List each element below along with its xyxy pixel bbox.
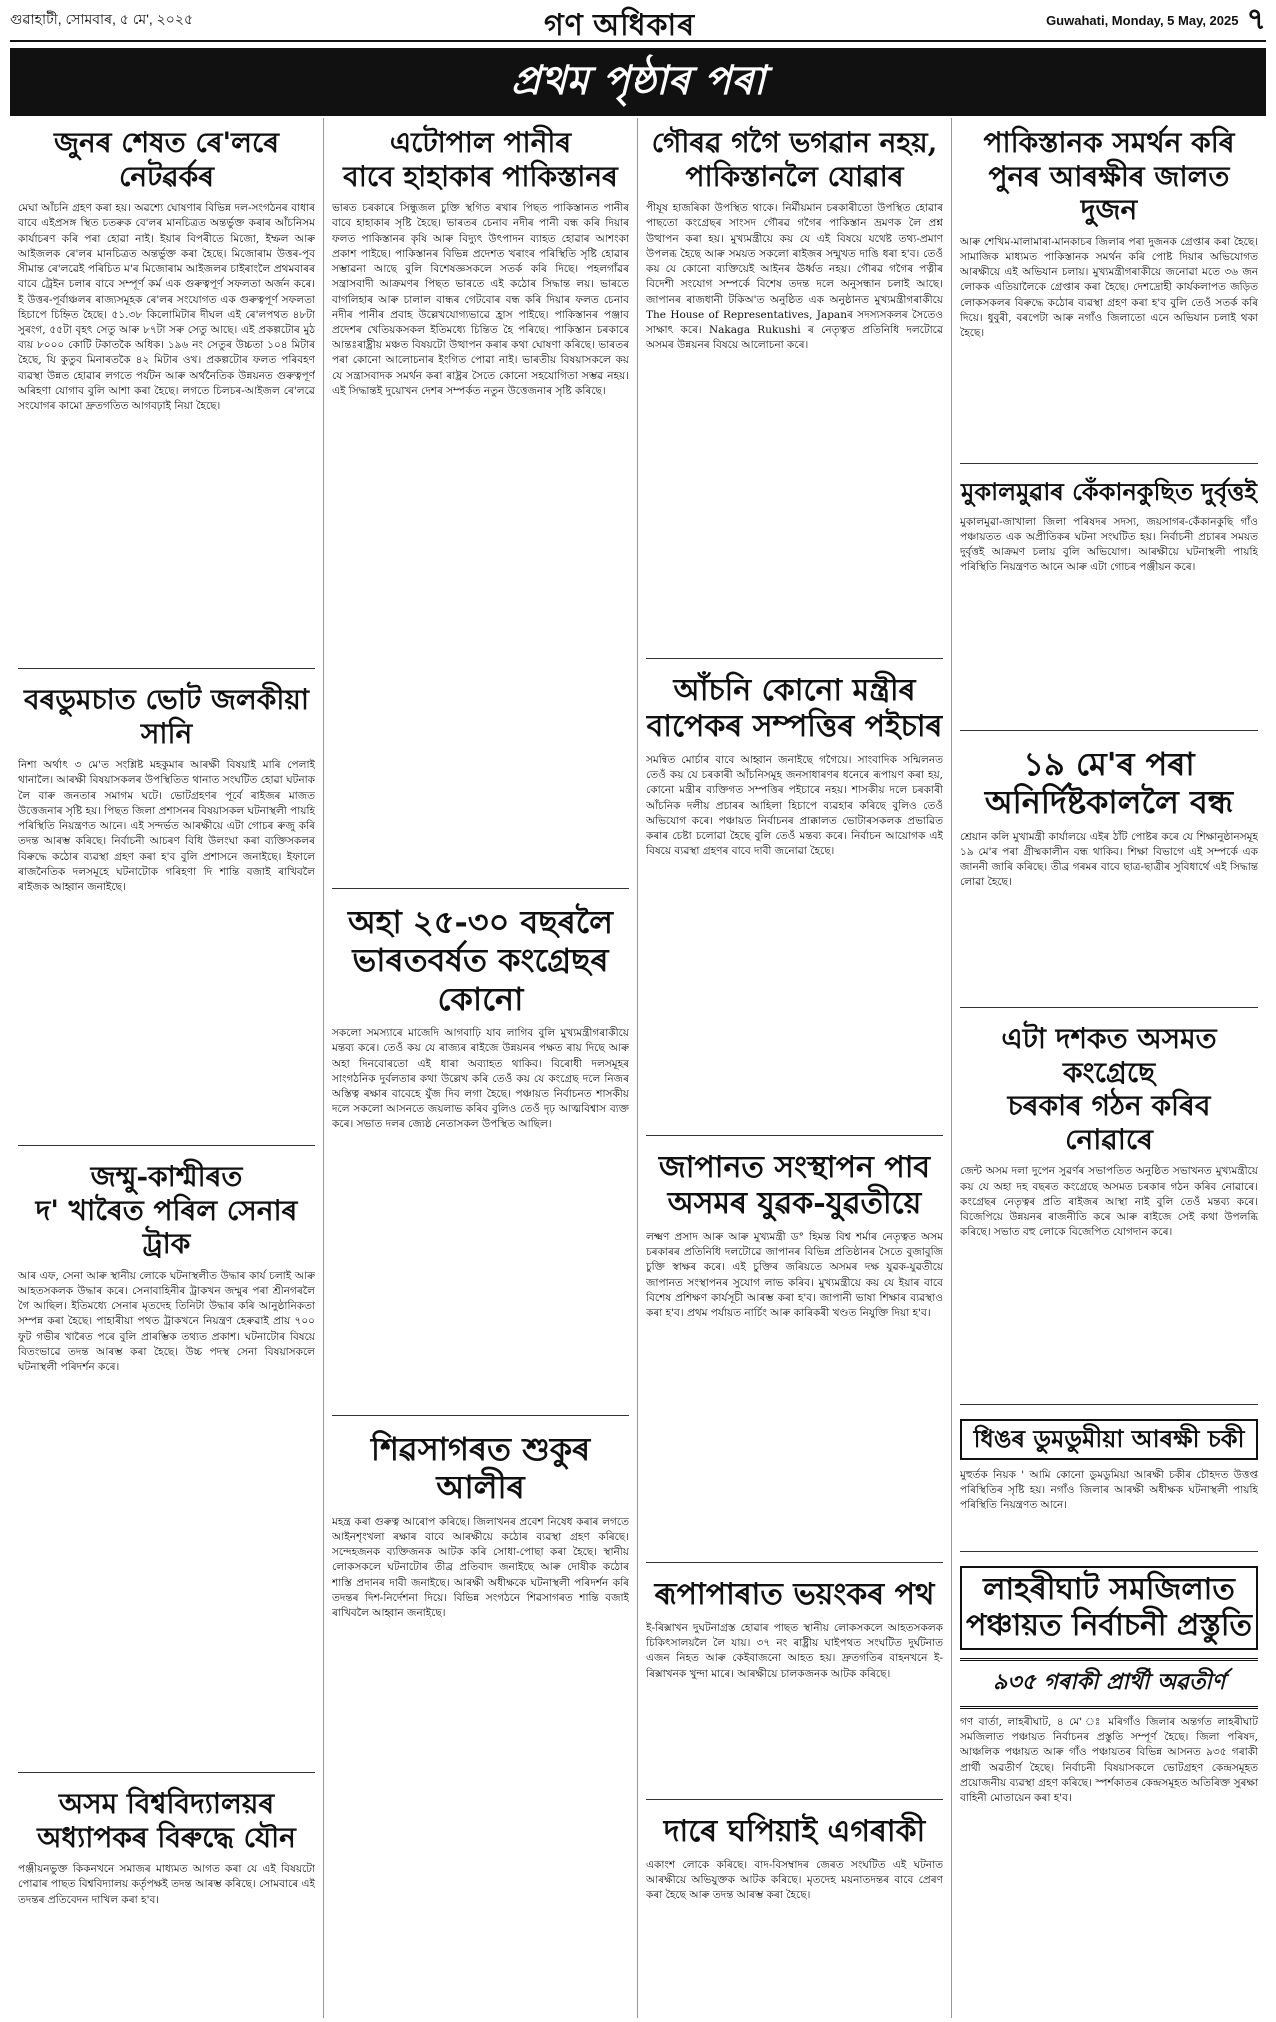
headline-line: অধ্যাপকৰ বিৰুদ্ধে যৌন [37, 1820, 296, 1854]
story-body: মেঘা আঁচনি গ্ৰহণ কৰা হয়। অৱশ্যে ঘোষণাৰ বিভিন্ন দল-সংগঠনৰ বাধাৰ বাবে এইপ্ৰসঙ্গ স্থিত চতৰুক বে'লৰ মানচিত্ৰত অন্তৰ্ভুক্ত কৰাৰ আঁচনিসম কাৰ্যাচৰণ কৰি পৰা হোৱা নাই। ইয়াৰ বিপৰীতে মিজো, ইম্ফল আৰু আইজলক ৰে'লৰ মানচিত্ৰত অন্তৰ্ভুক্ত কৰা হৈছে। মিজোৰাম উত্তৰ-পূব সীমান্ত ৰে'লৱেই পৰিচিত ম'ৰ মিজোৰাম আইজলৰ চাইৰাংলৈ প্ৰথমবাৰৰ বাবে ট্ৰেইন চলাৰ বাবে সম্পূৰ্ণ কৰ্ম এক গুৰুত্বপূৰ্ণ সফলতা অৰ্জন কৰে। ই উত্তৰ-পূৰ্বাঞ্চলৰ ৰাজ্যসমূহক ৰে'লৰ সংযোগত এক গুৰুত্বপূৰ্ণ সফলতা হিচাপে চিহ্নিত হৈছে। ৫১.৩৮ কিলোমিটাৰ দীঘল এই ৰে'লপথত ৪৮টা সুৰংগ, ৫৫টা বৃহৎ সেতু আৰু ৮৭টা সৰু সেতু আছে। এই প্ৰকল্পটোৰ মুঠ ব্যয় ৮০০০ কোটি টকাতকৈ অধিক। ১৯৬ নং সেতুৰ উচ্চতা ১০৪ মিটাৰ হৈছে, যি কুতুব মিনাৰতকৈ ৪২ মিটাৰ ওখ। প্ৰকল্পটোৰ ফলত পৰিবহণ ব্যৱস্থা উন্নত হোৱাৰ লগতে পৰ্যটন আৰু অৰ্থনৈতিক উন্নয়নত গুৰুত্বপূৰ্ণ অৰিহণা যোগাব বুলি আশা কৰা হৈছে। লগতে চিলচৰ-আইজল ৰে'লৱে সংযোগৰ কামো দ্ৰুতগতিত আগবঢ়াই নিয়া হৈছে। [18, 202, 315, 413]
headline-line: পুনৰ আৰক্ষীৰ জালত দুজন [988, 159, 1230, 227]
headline-line: ধিঙৰ ডুমডুমীয়া আৰক্ষী চকী [973, 1424, 1245, 1453]
story-body: সকলো সমস্যাৰে মাজেদি আগবাঢ়ি যাব লাগিব বুলি মুখ্যমন্ত্ৰীগৰাকীয়ে মন্তব্য কৰে। তেওঁ কয় যে ৰাজ্যৰ ৰাইজে উন্নয়নৰ পক্ষত ৰায় দিছে আৰু অহা দিনবোৰতো এই ধাৰা অব্যাহত থাকিব। বিৰোধী দলসমূহৰ সাংগঠনিক দুৰ্বলতাৰ কথা উল্লেখ কৰি তেওঁ কয় যে কংগ্ৰেছ দলে নিজৰ অস্তিত্ব ৰক্ষাৰ বাবেহে যুঁজ দিব লগা হৈছে। পঞ্চায়ত নিৰ্বাচনত শাসকীয় দলে সকলো আসনতে জয়লাভ কৰিব বুলিও তেওঁ দৃঢ় আত্মবিশ্বাস ব্যক্ত কৰে। সভাত দলৰ জ্যেষ্ঠ নেতাসকল উপস্থিত আছিল। [332, 1027, 629, 1131]
headline-line: চৰকাৰ গঠন কৰিব নোৱাৰে [1007, 1089, 1211, 1156]
story-body: আৰু শেখিম-মালামাৰা-মানকাচৰ জিলাৰ পৰা দুজনক গ্ৰেপ্তাৰ কৰা হৈছে। সামাজিক মাধ্যমত পাকিস্তানক সমৰ্থন কৰি পোষ্ট দিয়াৰ অভিযোগত আৰক্ষীয়ে এই অভিযান চলায়। মুখ্যমন্ত্ৰীগৰাকীয়ে জনোৱা মতে ৩৬ জন লোকক এতিয়ালৈকে গ্ৰেপ্তাৰ কৰা হৈছে। দেশদ্ৰোহী কাৰ্যকলাপত জড়িত লোকসকলৰ বিৰুদ্ধে কঠোৰ ব্যৱস্থা গ্ৰহণ কৰা হ'ব বুলি তেওঁ সতৰ্ক কৰি দিয়ে। ধুবুৰী, বৰপেটা আৰু নগাঁও জিলাতো এনে অভিযান চলাই থকা হৈছে। [960, 235, 1258, 340]
column-3 [638, 118, 952, 2018]
story-headline [960, 1419, 1258, 1460]
headline-line: দাৰে ঘপিয়াই এগৰাকী [663, 1814, 926, 1849]
headline-line: ৰূপাপাৰাত ভয়ংকৰ পথ [654, 1577, 935, 1612]
story-jk-army-truck [18, 1152, 315, 1773]
headline-line: এটা দশকত অসমত কংগ্ৰেছে [1001, 1022, 1217, 1089]
story-headline [646, 1577, 943, 1613]
story-pakistan-support-arrest [960, 118, 1258, 464]
story-body: জেন্ট অসম দলা দুপেন সুৱৰ্ণৰ সভাপতিত অনুষ্ঠিত সভাখনত মুখ্যমন্ত্ৰীয়ে কয় যে অহা দহ বছৰত কংগ্ৰেছে অসমত চৰকাৰ গঠন কৰিব নোৱাৰে। কংগ্ৰেছৰ নেতৃত্বৰ প্ৰতি ৰাইজৰ আস্থা নাই বুলি তেওঁ মন্তব্য কৰে। বিজেপিয়ে উন্নয়নৰ ৰাজনীতি কৰে আৰু ৰাইজে সেই কথা উপলব্ধি কৰিছে। সভাত বহু লোকে বিজেপিত যোগদান কৰে। [960, 1165, 1258, 1239]
headline-line: গৌৰৱ গগৈ ভগৱান নহয়, [651, 126, 938, 159]
headline-line: অনিৰ্দিষ্টকাললৈ বন্ধ [984, 783, 1234, 822]
headline-line: দ' খাৰৈত পৰিল সেনাৰ ট্ৰাক [35, 1193, 298, 1261]
story-headline [18, 126, 315, 193]
story-scheme-minister [646, 665, 943, 1136]
story-headline [960, 745, 1258, 822]
masthead [10, 0, 1266, 42]
headline-line: বাবে হাহাকাৰ পাকিস্তানৰ [343, 159, 618, 193]
column-1 [10, 118, 324, 2018]
headline-line: অসমৰ যুৱক-যুৱতীয়ে [667, 1186, 922, 1221]
story-body: মহন্ত্ৰ কৰা গুৰুত্ব আৰোপ কৰিছে। জিলাখনৰ প্ৰবেশ নিষেধ কৰাৰ লগতে আইনশৃংখলা ৰক্ষাৰ বাবে আৰক্ষীয়ে কঠোৰ ব্যৱস্থা গ্ৰহণ কৰিছে। সন্দেহজনক ব্যক্তিজনক আটক কৰি সোধা-পোছা কৰা হৈছে। স্থানীয় লোকসকলে ঘটনাটোৰ তীব্ৰ প্ৰতিবাদ জনাইছে আৰু দোষীক কঠোৰ শাস্তি প্ৰদানৰ দাবী জনাইছে। আৰক্ষী অধীক্ষকে ঘটনাস্থলী পৰিদৰ্শন কৰি তদন্তৰ দিশ-নিৰ্দেশনা দিয়ে। বিভিন্ন সংগঠনে শিৱসাগৰত শান্তি বজাই ৰাখিবলৈ আহ্বান জনাইছে। [332, 1515, 629, 1620]
story-railway-network [18, 118, 315, 669]
headline-line: বাপেকৰ সম্পত্তিৰ পইচাৰ [646, 709, 943, 744]
story-body: একাংশ লোকে কৰিছে। বাদ-বিসম্বাদৰ জেৰত সংঘটিত এই ঘটনাত আৰক্ষীয়ে অভিযুক্তক আটক কৰিছে। মৃতদেহ ময়নাতদন্তৰ বাবে প্ৰেৰণ কৰা হৈছে আৰু তদন্ত আৰম্ভ কৰা হৈছে। [646, 1859, 943, 1902]
story-headline [18, 683, 315, 750]
story-body: নিশা অৰ্থাৎ ৩ মে'ত সংশ্লিষ্ট মহকুমাৰ আৰক্ষী বিষয়াই মাৰি পেলাই থানালৈ। আৰক্ষী বিষয়াসকলৰ উপস্থিতিত থানাত সংঘটিত হোৱা ঘটনাক লৈ বাৰু জনতাৰ সমাগম ঘটে। ভোটগ্ৰহণৰ পূৰ্বে ৰাইজৰ মাজত উত্তেজনাৰ সৃষ্টি হয়। পিছত জিলা প্ৰশাসনৰ বিষয়াসকল ঘটনাস্থলী পায়হি পৰিস্থিতি নিয়ন্ত্ৰণত আনে। এই সন্দৰ্ভত আৰক্ষীয়ে এটা গোচৰ ৰুজু কৰি তদন্ত আৰম্ভ কৰিছে। নিৰ্বাচনী আচৰণ বিধি উলংঘা কৰা ব্যক্তিসকলৰ বিৰুদ্ধে কঠোৰ ব্যৱস্থা গ্ৰহণ কৰা হ'ব বুলি প্ৰশাসনে জনাইছে। ইফালে ৰাজনৈতিক দলসমূহে ঘটনাটোক গৰিহণা দি শান্তি বজাই ৰাখিবলৈ ৰাইজক আহ্বান জনাইছে। [18, 759, 315, 893]
headline-line: অসম বিশ্ববিদ্যালয়ৰ [58, 1787, 275, 1820]
headline-line: ১৯ মে'ৰ পৰা [1023, 745, 1195, 783]
page-number: ৭ [1246, 2, 1266, 36]
story-japan-employment [646, 1142, 943, 1563]
headline-line: এটোপাল পানীৰ [389, 126, 572, 159]
masthead-date-assamese: গুৱাহাটী, সোমবাৰ, ৫ মে', ২০২৫ [10, 11, 194, 27]
story-body: আৰ এফ, সেনা আৰু স্থানীয় লোকে ঘটনাস্থলীত উদ্ধাৰ কাৰ্য চলাই আৰু আহতসকলক উদ্ধাৰ কৰে। সেনাবাহিনীৰ ট্ৰাকখন জম্মুৰ পৰা শ্ৰীনগৰলৈ গৈ আছিল। ইতিমধ্যে সেনাৰ মৃতদেহ তিনিটা উদ্ধাৰ কৰি আনুষ্ঠানিকতা সম্পন্ন কৰা হৈছে। পাহাৰীয়া পথত ট্ৰাকখনে নিয়ন্ত্ৰণ হেৰুৱাই প্ৰায় ৭০০ ফুট গভীৰ খাৰৈত পৰে বুলি প্ৰাৰম্ভিক তথ্যত প্ৰকাশ। ঘটনাটোৰ বিষয়ে বিতংভাৱে তদন্ত আৰম্ভ কৰা হৈছে। উচ্চ পদস্থ সেনা বিষয়াসকলে ঘটনাস্থলী পৰিদৰ্শন কৰে। [18, 1269, 315, 1374]
story-may-19-closure [960, 737, 1258, 1008]
story-headline [18, 1787, 315, 1854]
headline-line: আঁচনি কোনো মন্ত্ৰীৰ [673, 673, 916, 708]
masthead-right [1046, 0, 1266, 46]
story-lahorighat-panchayat [960, 1558, 1258, 1998]
masthead-date-english: Guwahati, Monday, 5 May, 2025 [1046, 12, 1239, 28]
masthead-title: গণ অধিকাৰ [544, 9, 696, 42]
headline-line: অহা ২৫-৩০ বছৰলৈ [347, 903, 614, 941]
story-bordumsa-vote [18, 675, 315, 1146]
story-body: মুহুৰ্তক নিয়ক ' আমি কোনো ডুমডুমিয়া আৰক্ষী চকীৰ চৌহদত উত্তপ্ত পৰিস্থিতিৰ সৃষ্টি হয়। নগাঁও জিলাৰ আৰক্ষী অধীক্ষক ঘটনাস্থলী পায়হি পৰিস্থিতি নিয়ন্ত্ৰণত আনে। [960, 1468, 1258, 1512]
story-headline [18, 1160, 315, 1261]
headline-line: লাহৰীঘাট সমজিলাত [983, 1572, 1235, 1607]
headline-line: পঞ্চায়ত নিৰ্বাচনী প্ৰস্তুতি [966, 1608, 1252, 1643]
story-body: পঞ্জীয়নভুক্ত কিকনখনে সমাজৰ মাধ্যমত আগত কৰা যে এই বিষয়টো পোৱাৰ পাছত বিশ্ববিদ্যালয় কৰ্তৃপক্ষই তদন্ত আৰম্ভ কৰিছে। সোমবাৰে এই তদন্তৰ প্ৰতিবেদন দাখিল কৰা হ'ব। [18, 1863, 315, 1906]
columns [10, 118, 1266, 2018]
column-2 [324, 118, 638, 2018]
story-congress-25-30-years [332, 895, 629, 1416]
story-body: ই-ৰিক্সাখন দুঘটনাগ্ৰস্ত হোৱাৰ পাছত স্থানীয় লোকসকলে আহতসকলক চিকিৎসালয়লৈ লৈ যায়। ৩৭ নং ৰাষ্ট্ৰীয় ঘাইপথত সংঘটিত দুৰ্ঘটনাত এজন নিহত আৰু কেইবাজনো আহত হয়। দ্ৰুতগতিৰ বাহনখনে ই-ৰিক্সাখনক খুন্দা মাৰে। আৰক্ষীয়ে চালকজনক আটক কৰিছে। [646, 1622, 943, 1680]
headline-line: জুনৰ শেষত ৰে'লৰে নেটৱৰ্কৰ [54, 126, 279, 193]
story-congress-decade [960, 1014, 1258, 1405]
headline-line: পাকিস্তানক সমৰ্থন কৰি [983, 126, 1235, 159]
column-4 [952, 118, 1266, 2018]
section-banner: প্ৰথম পৃষ্ঠাৰ পৰা [10, 48, 1266, 116]
story-headline [960, 1566, 1258, 1650]
story-headline [960, 1022, 1258, 1156]
story-pakistan-water [332, 118, 629, 889]
headline-line: ভাৰতবৰ্ষত কংগ্ৰেছৰ কোনো [352, 941, 609, 1018]
story-gaurav-gogoi [646, 118, 943, 659]
story-headline [646, 126, 943, 193]
story-headline [332, 126, 629, 193]
story-sivasagar-shukur-ali [332, 1422, 629, 2002]
headline-line: পাকিস্তানলৈ যোৱাৰ [685, 159, 904, 193]
story-headline [646, 1814, 943, 1850]
story-subheadline: ৯৩৫ গৰাকী প্ৰাৰ্থী অৱতীৰ্ণ [960, 1658, 1258, 1709]
headline-line: বৰডুমচাত ভোট জলকীয়া সানি [24, 683, 309, 750]
headline-line: জাপানত সংস্থাপন পাব [658, 1150, 931, 1185]
story-mukalmua-kekankuchi [960, 470, 1258, 731]
story-dhing-police-outpost [960, 1411, 1258, 1552]
headline-line: মুকালমুৱাৰ কেঁকানকুছিত দুৰ্বৃত্তই [961, 477, 1257, 506]
story-headline [646, 1150, 943, 1222]
story-body: ভাৰত চৰকাৰে সিন্ধুজল চুক্তি স্থগিত ৰখাৰ পিছত পাকিস্তানত পানীৰ বাবে হাহাকাৰ সৃষ্টি হৈছে। ভাৰতৰ চেনাব নদীৰ পানী বন্ধ কৰি দিয়াৰ ফলত পাকিস্তানৰ কৃষি আৰু বিদ্যুৎ উৎপাদন ব্যাহত হোৱাৰ আশংকা প্ৰকাশ পাইছে। পাকিস্তানৰ বিভিন্ন প্ৰদেশত খৰাংৰ পৰিস্থিতি সৃষ্টি হোৱাৰ সম্ভাৱনা আছে বুলি বিশেষজ্ঞসকলে সতৰ্ক কৰি দিছে। পহলগাঁৱৰ সন্ত্ৰাসবাদী আক্ৰমণৰ পিছত ভাৰতে এই কঠোৰ সিদ্ধান্ত লয়। ভাৰতে বাগলিহাৰ আৰু চালাল বান্ধৰ গেটবোৰ বন্ধ কৰি দিয়াৰ ফলত চেনাব নদীৰ পানীৰ প্ৰবাহ উল্লেখযোগ্যভাৱে হ্ৰাস পাইছে। পাকিস্তানৰ পঞ্জাব প্ৰদেশৰ খেতিয়কসকল ইতিমধ্যে চিন্তিত হৈ পৰিছে। পাকিস্তান চৰকাৰে আন্তঃৰাষ্ট্ৰীয় মঞ্চত বিষয়টো উত্থাপন কৰাৰ কথা ঘোষণা কৰিছে। ভাৰতৰ পৰা কোনো আলোচনাৰ ইংগিত পোৱা নাই। ভাৰতীয় বিষয়াসকলে কয় যে সন্ত্ৰাসবাদক সমৰ্থন কৰা ৰাষ্ট্ৰৰ সৈতে কোনো সহযোগিতা সম্ভৱ নহয়। এই সিদ্ধান্তই দুয়োখন দেশৰ সম্পৰ্কত নতুন উত্তেজনাৰ সৃষ্টি কৰিছে। [332, 202, 629, 397]
story-body: মুকালমুৱা-জাখালা জিলা পৰিষদৰ সদস্য, জয়সাগৰ-কেঁকানকুছি গাঁও পঞ্চায়তত এক অপ্ৰীতিকৰ ঘটনা সংঘটিত হয়। নিৰ্বাচনী প্ৰচাৰৰ সময়ত দুৰ্বৃত্তই আক্ৰমণ চলায় বুলি অভিযোগ। আৰক্ষীয়ে ঘটনাস্থলী পায়হি পৰিস্থিতি নিয়ন্ত্ৰণত আনে আৰু এটা গোচৰ পঞ্জীয়ন কৰে। [960, 515, 1258, 574]
story-body: লক্ষ্মণ প্ৰসাদ আৰু আৰু মুখ্যমন্ত্ৰী ড° হিমন্ত বিশ্ব শৰ্মাৰ নেতৃত্বত অসম চৰকাৰৰ প্ৰতিনিধি দলটোৱে জাপানৰ বিভিন্ন প্ৰতিষ্ঠানৰ সৈতে বুজাবুজি চুক্তি স্বাক্ষৰ কৰে। এই চুক্তিৰ জৰিয়তে অসমৰ দক্ষ যুৱক-যুৱতীয়ে জাপানত সংস্থাপনৰ সুযোগ লাভ কৰিব। মুখ্যমন্ত্ৰীয়ে কয় যে ইয়াৰ বাবে বিশেষ প্ৰশিক্ষণ কাৰ্যসূচী আৰম্ভ কৰা হ'ব। জাপানী ভাষা শিক্ষাৰ ব্যৱস্থাও কৰা হ'ব। প্ৰথম পৰ্যায়ত নাৰ্চিং আৰু কাৰিকৰী খণ্ডত নিযুক্তি দিয়া হ'ব। [646, 1231, 943, 1320]
headline-line: শিৱসাগৰত শুকুৰ আলীৰ [370, 1430, 591, 1507]
story-assam-university [18, 1779, 315, 2009]
headline-line: জম্মু-কাশ্মীৰত [90, 1160, 243, 1193]
story-headline [646, 673, 943, 745]
story-rupapara-road [646, 1569, 943, 1800]
story-dao-attack [646, 1806, 943, 1986]
story-headline [960, 126, 1258, 227]
story-body: সমন্বিত মোৰ্চাৰ বাবে আহ্বান জনাইছে গগৈয়ে। সাংবাদিক সন্মিলনত তেওঁ কয় যে চৰকাৰী আঁচনিসমূহ জনসাধাৰণৰ ধনেৰে ৰূপায়ণ কৰা হয়, কোনো মন্ত্ৰীৰ ব্যক্তিগত সম্পত্তিৰ পইচাৰে নহয়। শাসকীয় দলে চৰকাৰী আঁচনিক দলীয় প্ৰচাৰৰ আহিলা হিচাপে ব্যৱহাৰ কৰিছে বুলিও তেওঁ অভিযোগ কৰে। পঞ্চায়ত নিৰ্বাচনৰ প্ৰাক্কালত ভোটাৰসকলক প্ৰভাৱিত কৰাৰ চেষ্টা চলোৱা হৈছে বুলি তেওঁ মন্তব্য কৰে। নিৰ্বাচন আয়োগক এই বিষয়ে ব্যৱস্থা গ্ৰহণৰ বাবে দাবী জনোৱা হৈছে। [646, 754, 943, 858]
masthead-logo [544, 0, 695, 52]
story-body: গণ বাৰ্তা, লাহৰীঘাট, ৪ মে' ঃ মৰিগাঁও জিলাৰ অন্তৰ্গত লাহৰীঘাট সমজিলাত পঞ্চায়ত নিৰ্বাচনৰ প্ৰস্তুতি সম্পূৰ্ণ হৈছে। জিলা পৰিষদ, আঞ্চলিক পঞ্চায়ত আৰু গাঁও পঞ্চায়তৰ বিভিন্ন আসনত ৯৩৫ গৰাকী প্ৰাৰ্থী অৱতীৰ্ণ হৈছে। নিৰ্বাচনী বিষয়াসকলে ভোটগ্ৰহণ কেন্দ্ৰসমূহত প্ৰয়োজনীয় ব্যৱস্থা গ্ৰহণ কৰিছে। স্পৰ্শকাতৰ কেন্দ্ৰসমূহত অতিৰিক্ত সুৰক্ষা বাহিনী মোতায়েন কৰা হ'ব। [960, 1716, 1258, 1805]
story-headline [332, 1430, 629, 1507]
story-headline [332, 903, 629, 1018]
story-body: পীযূষ হাজৰিকা উপস্থিত থাকে। নিৰ্মীয়মান চৰকাৰীতো উপস্থিত হোৱাৰ পাছতো কংগ্ৰেছৰ সাংসদ গৌৰৱ গগৈৰ পাকিস্তান ভ্ৰমণক লৈ প্ৰশ্ন উত্থাপন কৰা হয়। মুখ্যমন্ত্ৰীয়ে কয় যে এই বিষয়ে যথেষ্ট তথ্য-প্ৰমাণ উপলব্ধ হৈছে আৰু সময়ত সকলো ৰাইজৰ সন্মুখত দাঙি ধৰা হ'ব। তেওঁ কয় যে কোনো ব্যক্তিয়েই আইনৰ ঊৰ্ধ্বত নহয়। গৌৰৱ গগৈৰ পত্নীৰ বিদেশী সংযোগ সম্পৰ্কে বিশেষ তদন্ত দলে অনুসন্ধান চলাই আছে। জাপানৰ ৰাজধানী টকিঅ'ত অনুষ্ঠিত এক অনুষ্ঠানত মুখ্যমন্ত্ৰীগৰাকীয়ে The House of Representatives, Japanৰ সদস্যসকলৰ সৈতেও সাক্ষাৎ কৰে। Nakaga Rukushi ৰ নেতৃত্বত প্ৰতিনিধি দলটোৱে অসমৰ উন্নয়নৰ বিষয়ে আলোচনা কৰে। [646, 202, 943, 352]
story-body: শ্ৰেয়ান কলি মুখামন্ত্ৰী কাৰ্যালয়ে এইৰ ঠাঁট পোষ্টৰ কৰে যে শিক্ষানুষ্ঠানসমূহ ১৯ মে'ৰ পৰা গ্ৰীষ্মকালীন বন্ধ থাকিব। শিক্ষা বিভাগে এই সম্পৰ্কে এক জাননী জাৰি কৰিছে। তীব্ৰ গৰমৰ বাবে ছাত্ৰ-ছাত্ৰীৰ সুবিধাৰ্থে এই সিদ্ধান্ত লোৱা হৈছে। [960, 830, 1258, 889]
story-headline [960, 478, 1258, 507]
